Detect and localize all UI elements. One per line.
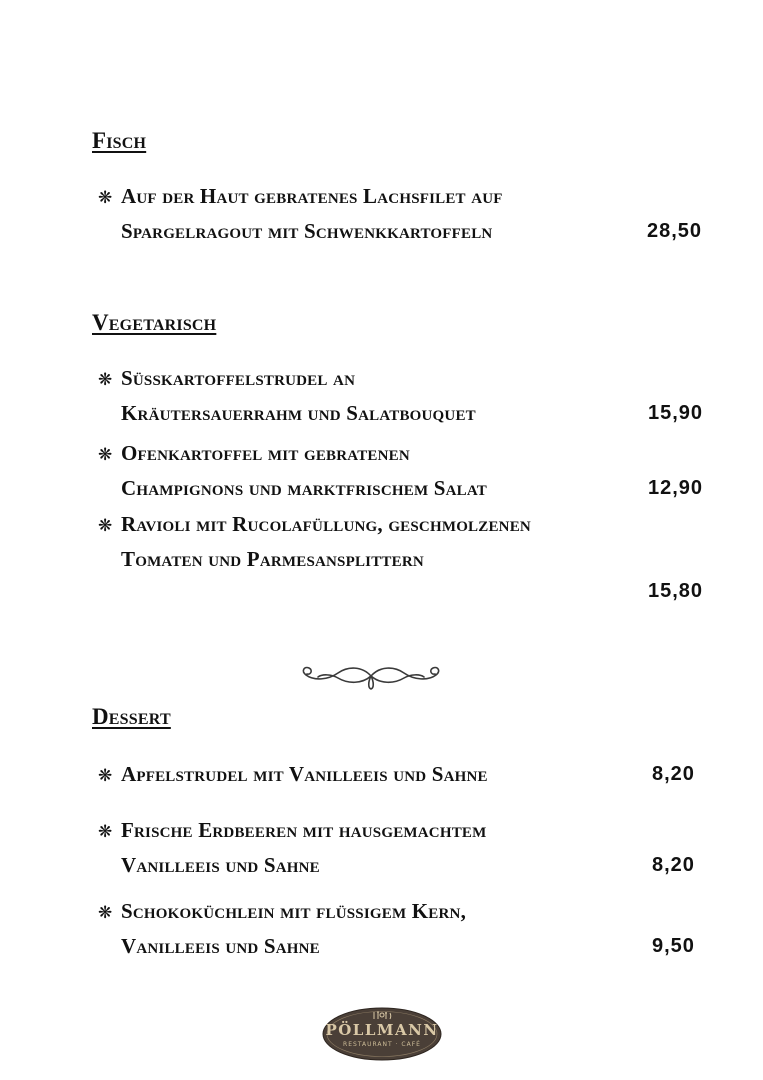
bullet-icon: ❋ <box>98 188 113 207</box>
menu-item-price: 15,80 <box>648 580 704 602</box>
menu-item-line: Ofenkartoffel mit gebratenen <box>121 441 410 465</box>
menu-item-line: Schokoküchlein mit flüssigem Kern, <box>121 899 467 923</box>
bullet-icon: ❋ <box>98 822 113 841</box>
logo-subtitle: RESTAURANT · CAFÉ <box>343 1041 421 1048</box>
menu-item-line: Champignons und marktfrischem Salat <box>121 476 487 500</box>
logo-name: PÖLLMANN <box>325 1021 439 1039</box>
menu-item-line: Süsskartoffelstrudel an <box>121 366 356 390</box>
menu-item-line: Vanilleeis und Sahne <box>121 853 320 877</box>
menu-item-line: Apfelstrudel mit Vanilleeis und Sahne <box>121 762 488 786</box>
menu-item-price: 8,20 <box>652 854 695 876</box>
menu-item-price: 28,50 <box>647 220 703 242</box>
section-heading-dessert: Dessert <box>92 704 171 729</box>
menu-item-price: 8,20 <box>652 763 695 785</box>
menu-item-line: Auf der Haut gebratenes Lachsfilet auf <box>121 184 503 208</box>
menu-item-price: 9,50 <box>652 935 695 957</box>
bullet-icon: ❋ <box>98 766 113 785</box>
bullet-icon: ❋ <box>98 516 113 535</box>
bullet-icon: ❋ <box>98 445 113 464</box>
bullet-icon: ❋ <box>98 903 113 922</box>
restaurant-logo <box>322 1007 442 1061</box>
section-heading-fisch: Fisch <box>92 128 147 153</box>
menu-item-line: Frische Erdbeeren mit hausgemachtem <box>121 818 487 842</box>
menu-item-price: 12,90 <box>648 477 704 499</box>
menu-item-line: Ravioli mit Rucolafüllung, geschmolzenen <box>121 512 531 536</box>
menu-item-price: 15,90 <box>648 402 704 424</box>
bullet-icon: ❋ <box>98 370 113 389</box>
menu-item-line: Vanilleeis und Sahne <box>121 934 320 958</box>
menu-item-line: Tomaten und Parmesansplittern <box>121 547 424 571</box>
section-heading-vegetarisch: Vegetarisch <box>92 310 217 335</box>
menu-item-line: Spargelragout mit Schwenkkartoffeln <box>121 219 493 243</box>
menu-item-line: Kräutersauerrahm und Salatbouquet <box>121 401 476 425</box>
scroll-ornament-icon <box>298 662 444 690</box>
